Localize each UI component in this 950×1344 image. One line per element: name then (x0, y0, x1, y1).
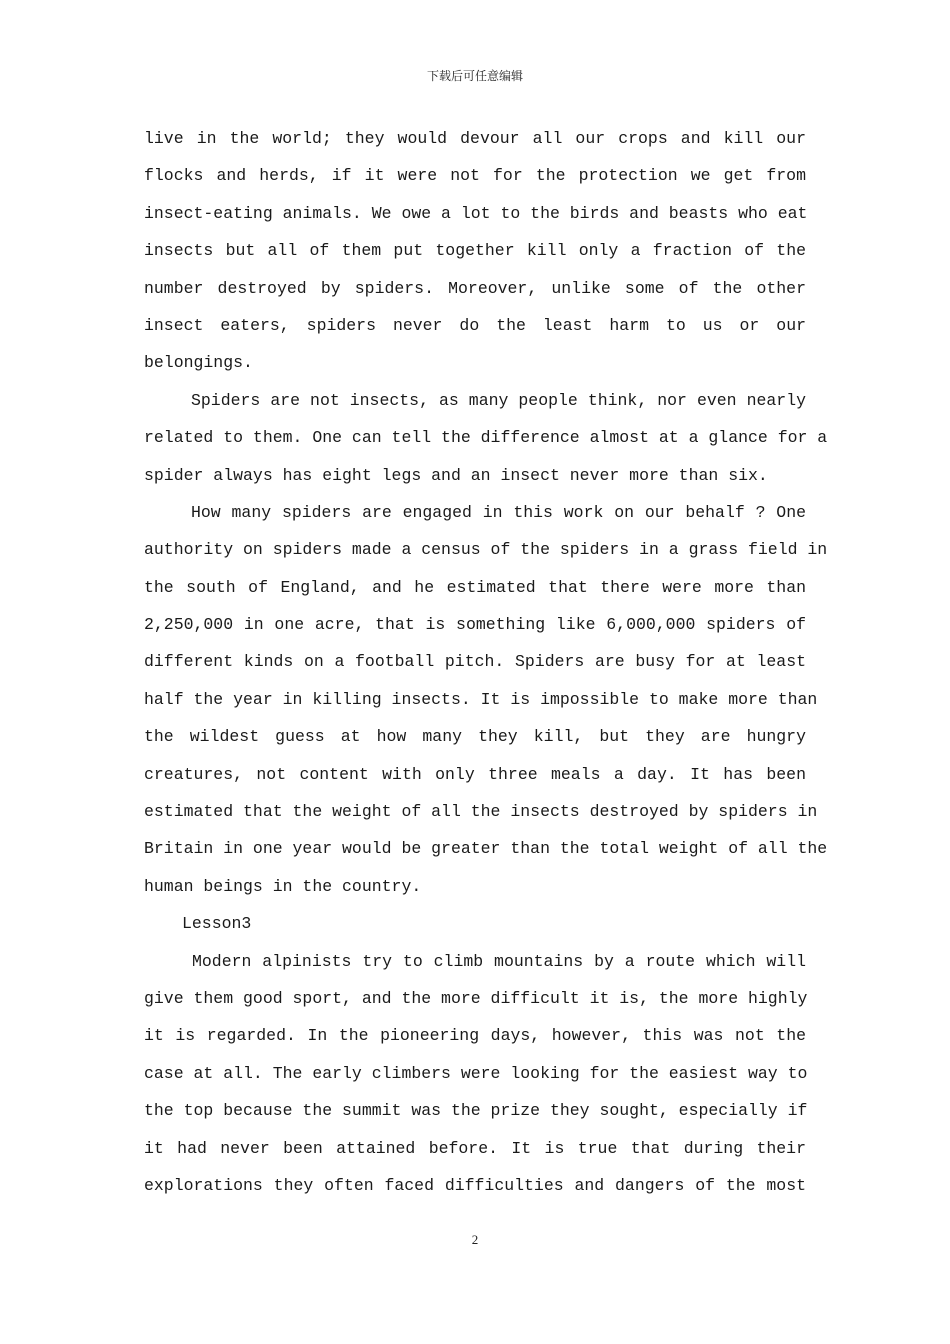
text-line: insect-eating animals. We owe a lot to the birds and beasts who eat (144, 203, 808, 223)
text-line: creatures, not content with only three meals a day. It has been (144, 764, 806, 784)
text-line: 2,250,000 in one acre, that is something like 6,000,000 spiders of (144, 615, 806, 635)
text-line: estimated that the weight of all the insects destroyed by spiders in (144, 802, 818, 822)
page-number: 2 (471, 1232, 479, 1247)
text-line: related to them. One can tell the difference almost at a glance for a (144, 428, 828, 448)
text-line: human beings in the country. (144, 876, 422, 896)
text-line: Modern alpinists try to climb mountains by a route which will (192, 951, 806, 971)
text-line: Britain in one year would be greater than the total weight of all the (144, 839, 828, 859)
text-line: authority on spiders made a census of the spiders in a grass field in (144, 540, 828, 560)
text-line: live in the world; they would devour all our crops and kill our (144, 129, 806, 148)
text-line: give them good sport, and the more difficult it is, the more highly (144, 988, 808, 1008)
text-line: How many spiders are engaged in this work on our behalf ? One (191, 502, 806, 522)
text-line: different kinds on a football pitch. Spiders are busy for at least (144, 652, 806, 672)
text-line: spider always has eight legs and an insect never more than six. (144, 465, 768, 485)
body-text (144, 120, 828, 1204)
text-line: it had never been attained before. It is true that during their (144, 1138, 806, 1158)
text-line: half the year in killing insects. It is impossible to make more than (144, 689, 818, 709)
text-line: case at all. The early climbers were looking for the easiest way to (144, 1063, 808, 1083)
text-line: the wildest guess at how many they kill, but they are hungry (144, 727, 806, 747)
text-line: flocks and herds, if it were not for the protection we get from (144, 166, 806, 186)
page-header: 下载后可任意编辑 (426, 69, 523, 83)
text-line: explorations they often faced difficulties and dangers of the most (144, 1175, 806, 1195)
text-line: insects but all of them put together kill only a fraction of the (144, 241, 806, 261)
lesson-heading: Lesson3 (182, 914, 252, 934)
text-line: the top because the summit was the prize they sought, especially if (144, 1101, 808, 1121)
text-line: belongings. (144, 353, 253, 373)
text-line: the south of England, and he estimated that there were more than (144, 577, 806, 597)
text-line: insect eaters, spiders never do the least harm to us or our (144, 315, 806, 335)
text-line: it is regarded. In the pioneering days, however, this was not the (144, 1026, 806, 1046)
text-line: number destroyed by spiders. Moreover, unlike some of the other (144, 278, 806, 298)
text-line: Spiders are not insects, as many people think, nor even nearly (191, 390, 806, 410)
